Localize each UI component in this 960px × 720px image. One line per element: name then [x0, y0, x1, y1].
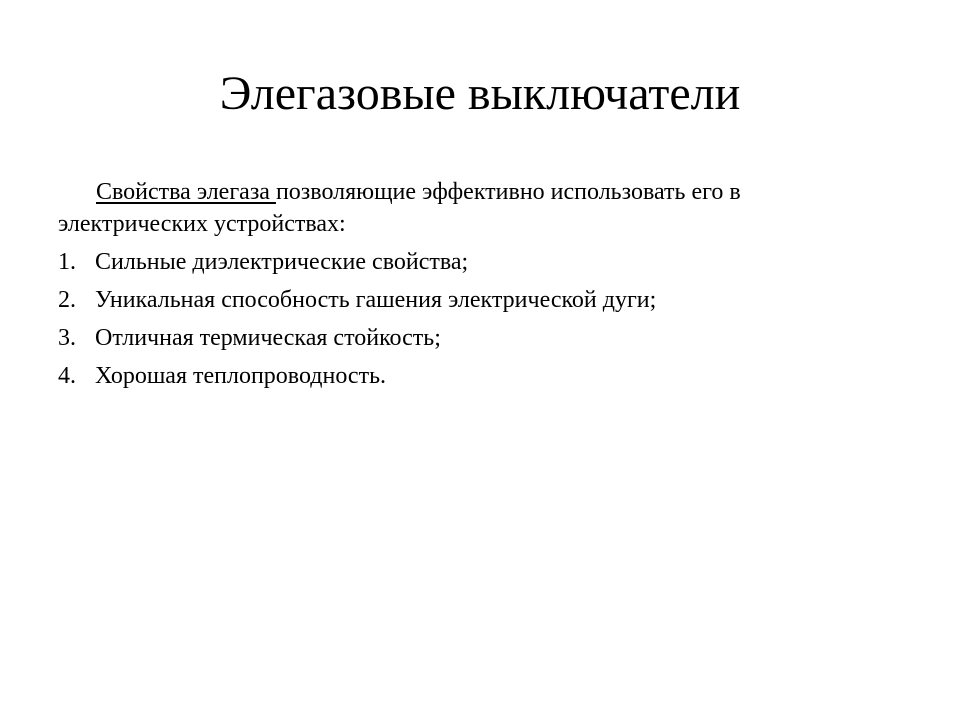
- list-item-number: 2.: [58, 287, 76, 313]
- list-item: [58, 246, 878, 278]
- slide-body: [58, 176, 878, 398]
- list-item-text: Хорошая теплопроводность.: [95, 363, 387, 389]
- list-item-number: 3.: [58, 325, 76, 351]
- list-item: [58, 284, 878, 316]
- list-item-text: Отличная термическая стойкость;: [95, 325, 441, 351]
- intro-paragraph: [58, 176, 878, 240]
- slide-title: Элегазовые выключатели: [219, 67, 741, 120]
- properties-list: [58, 246, 878, 392]
- list-item-text: Сильные диэлектрические свойства;: [95, 249, 469, 275]
- list-item-number: 1.: [58, 249, 76, 275]
- list-item: [58, 360, 878, 392]
- list-item-text: Уникальная способность гашения электрической дуги;: [95, 287, 657, 313]
- intro-underlined-text: Свойства элегаза: [96, 179, 276, 205]
- intro-text: позволяющие эффективно использовать его в электрических устройствах:: [58, 179, 741, 237]
- list-item-number: 4.: [58, 363, 76, 389]
- list-item: [58, 322, 878, 354]
